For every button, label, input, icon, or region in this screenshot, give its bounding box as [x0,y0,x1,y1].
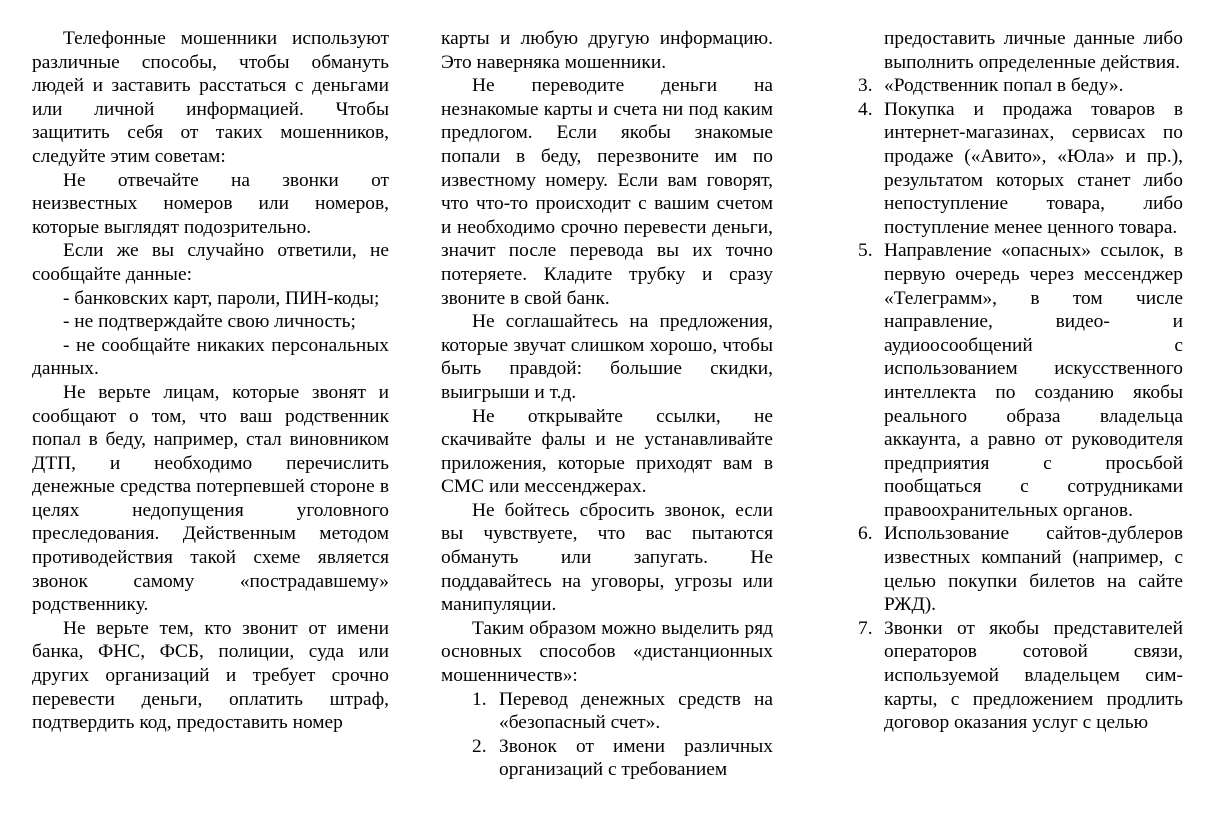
list-item-text: «Родственник попал в беду». [884,75,1124,97]
list-item [858,617,1183,735]
list-item-text: Покупка и продажа товаров в интернет-магазинах, сервисах по продаже («Авито», «Юла» и пр.), результатом которых станет либо непоступление товара, либо поступление менее ценного товара. [884,98,1183,238]
paragraph-too-good-offers: Не соглашайтесь на предложения, которые звучат слишком хорошо, чтобы быть правдой: большие скидки, выигрыши и т.д. [441,311,773,403]
list-item [441,735,773,782]
list-item [858,98,1183,240]
fraud-types-list [441,688,773,782]
dash-item-identity: - не подтверждайте свою личность; [63,311,356,333]
paragraph-intro: Телефонные мошенники используют различные способы, чтобы обмануть людей и заставить расстаться с деньгами или личной информацией. Чтобы защитить себя от таких мошенников, следуйте этим советам: [32,28,389,167]
column-2 [441,27,773,782]
list-item-continuation: предоставить личные данные либо выполнить определенные действия. [884,28,1183,73]
list-item-text: Использование сайтов-дублеров известных компаний (например, с целью покупки билетов на сайте РЖД). [884,523,1183,616]
list-item-number: 7. [858,617,873,639]
dash-item-personal-data: - не сообщайте никаких персональных данных. [32,334,389,380]
fraud-types-list-continued [858,74,1183,735]
list-item-number: 2. [472,735,487,757]
list-item-text: Звонки от якобы представителей операторов сотовой связи, используемой владельцем сим-карты, с предложением продлить договор оказания услуг с целью [884,617,1183,734]
list-item-number: 5. [858,240,873,262]
paragraph-unknown-numbers: Не отвечайте на звонки от неизвестных номеров или номеров, которые выглядят подозрительно. [32,169,389,238]
column-3 [858,27,1183,735]
dash-item-bank-cards: - банковских карт, пароли, ПИН-коды; [63,287,380,309]
paragraph-no-links: Не открывайте ссылки, не скачивайте фалы и не устанавливайте приложения, которые приходят вам в СМС или мессенджерах. [441,405,773,498]
list-item-number: 1. [472,688,487,710]
paragraph-relative-in-trouble: Не верьте лицам, которые звонят и сообщают о том, что ваш родственник попал в беду, например, стал виновником ДТП, и необходимо перечислить денежные средства потерпевшей стороне в целях недопущения уголовного преследования. Действенным методом противодействия такой схеме является звонок самому «пострадавшему» родственнику. [32,381,389,616]
list-item [441,688,773,735]
list-item-number: 6. [858,523,873,545]
list-item [858,74,1183,98]
list-item [858,522,1183,616]
paragraph-do-not-share: Если же вы случайно ответили, не сообщайте данные: [32,240,389,285]
paragraph-fraud-types-intro: Таким образом можно выделить ряд основных способов «дистанционных мошенничеств»: [441,617,773,687]
list-item [858,239,1183,522]
paragraph-bank-impersonation: Не верьте тем, кто звонит от имени банка, ФНС, ФСБ, полиции, суда или других организаций и требует срочно перевести деньги, оплатить штраф, подтвердить код, предоставить номер [32,617,389,734]
paragraph-hang-up: Не бойтесь сбросить звонок, если вы чувствуете, что вас пытаются обмануть или запугать. Не поддавайтесь на уговоры, угрозы или манипуляции. [441,499,773,616]
column-1 [32,27,389,735]
list-item-number: 3. [858,75,873,97]
paragraph-continuation: карты и любую другую информацию. Это наверняка мошенники. [441,28,773,73]
list-item-text: Направление «опасных» ссылок, в первую очередь через мессенджер «Телеграмм», в том числе направление, видео- и аудиоосообщений с использованием искусственного интеллекта по созданию якобы реального образа владельца аккаунта, а равно от руководителя предприятия с просьбой пообщаться с сотрудниками правоохранительных органов. [884,240,1183,521]
list-item-text: Звонок от имени различных организаций с требованием [499,735,773,781]
list-item-text: Перевод денежных средств на «безопасный счет». [499,688,773,734]
paragraph-no-transfers: Не переводите деньги на незнакомые карты и счета ни под каким предлогом. Если якобы знакомые попали в беду, перезвоните им по известному номеру. Если вам говорят, что что-то происходит с вашим счетом и необходимо срочно перевести деньги, значит после перевода вы их точно потеряете. Кладите трубку и сразу звоните в свой банк. [441,75,773,309]
list-item-number: 4. [858,98,873,120]
